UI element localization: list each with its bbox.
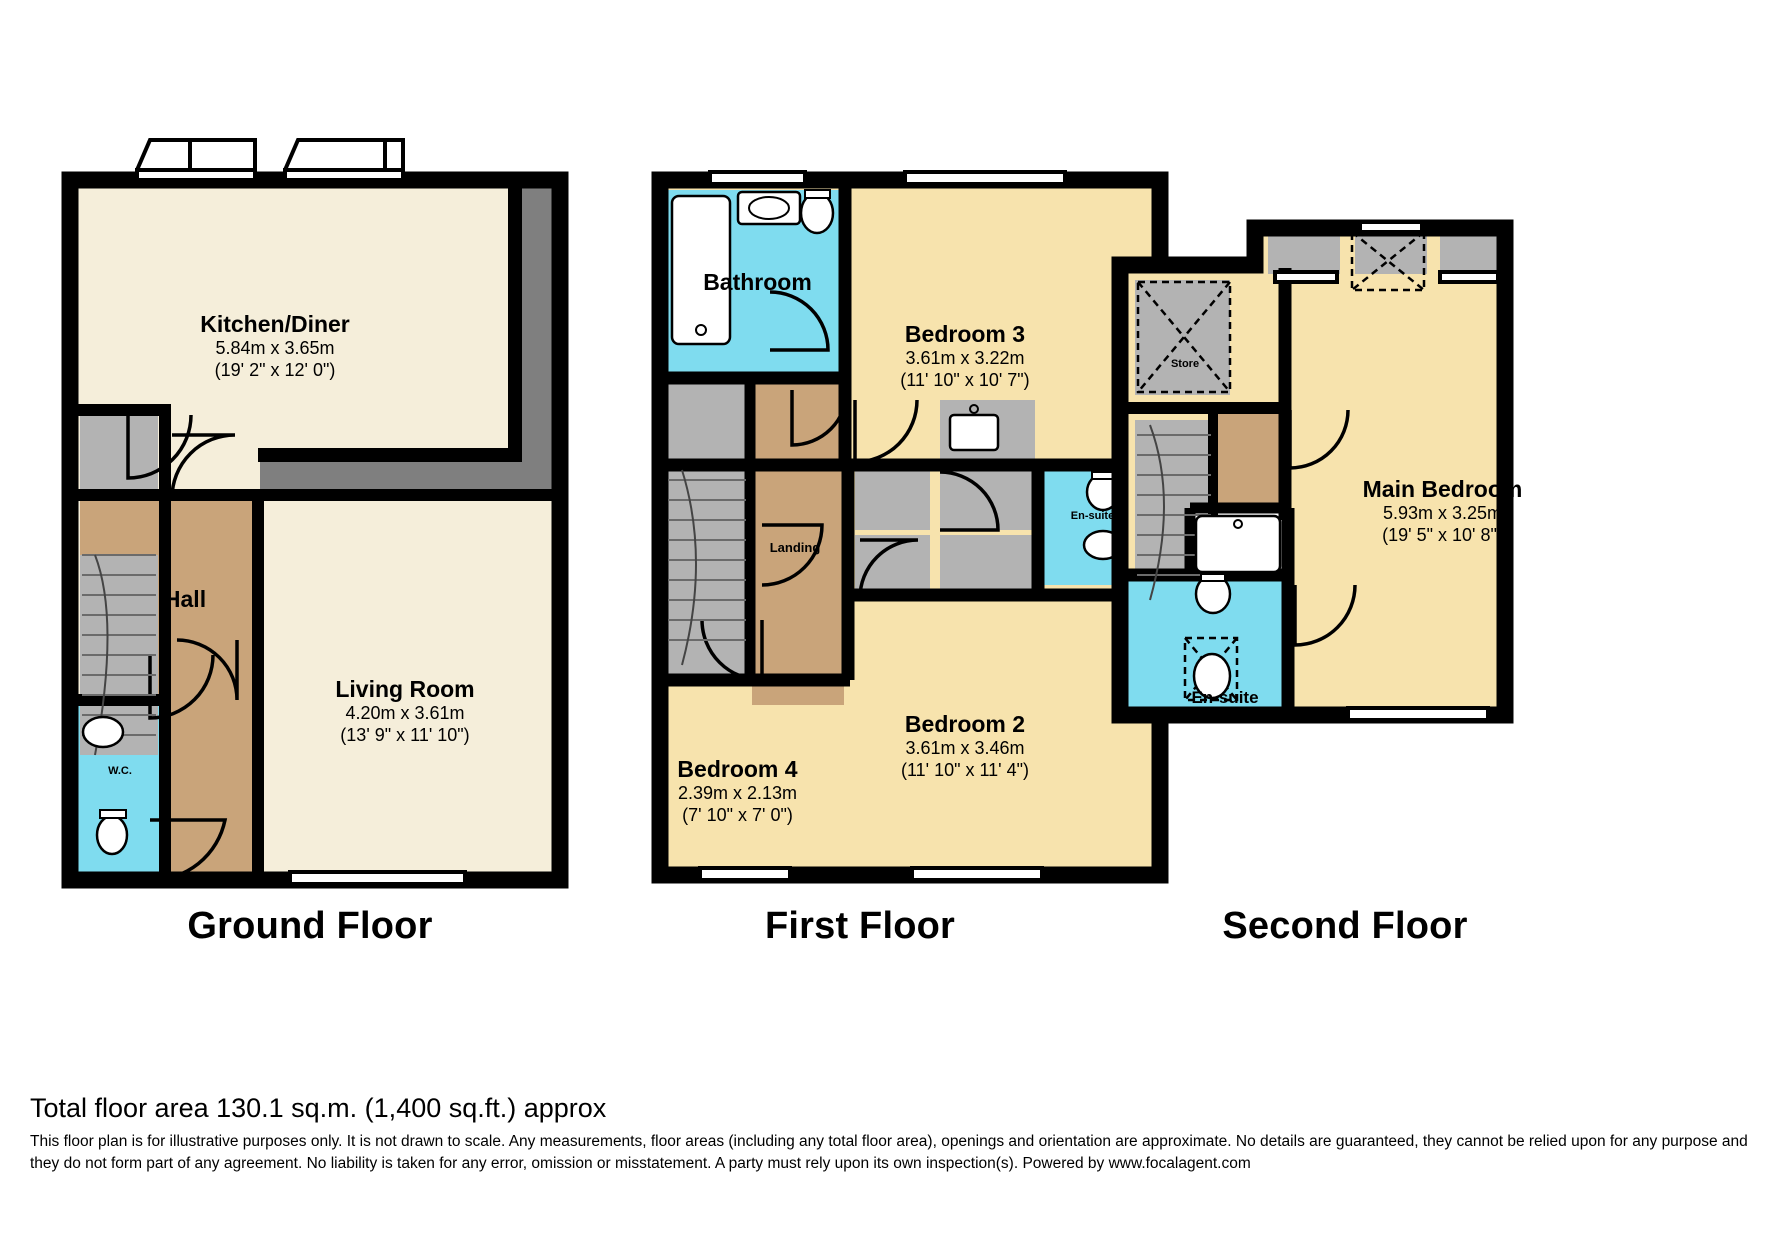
- room-name-kitchen-diner: Kitchen/Diner: [200, 311, 350, 337]
- room-name-wc: W.C.: [108, 765, 132, 777]
- disclaimer-text: This floor plan is for illustrative purposes only. It is not drawn to scale. Any measurements, floor areas (including any total floor area), openings and orientation are approximate. No details are guaranteed, they cannot be relied upon for any purpose and they do not form part of any agreement. No liability is taken for any error, omission or misstatement. A party must rely upon its own inspection(s). Powered by www.focalagent.com: [30, 1133, 1748, 1173]
- first-floor-plan: [660, 172, 1160, 880]
- room-name-bedroom-4: Bedroom 4: [677, 756, 798, 782]
- floor-title-ground: Ground Floor: [187, 905, 433, 947]
- room-imperial-bedroom-4: (7' 10" x 7' 0"): [682, 805, 793, 825]
- ground-floor-plan: [70, 140, 560, 884]
- room-name-bedroom-3: Bedroom 3: [904, 321, 1026, 347]
- room-imperial-living-room: (13' 9" x 11' 10"): [340, 725, 470, 745]
- room-name-living-room: Living Room: [335, 676, 475, 702]
- room-imperial-main-bedroom: (19' 5" x 10' 8"): [1382, 525, 1503, 545]
- room-name-store: Store: [1170, 358, 1200, 370]
- second-top-cupboards: [1268, 232, 1502, 274]
- room-metric-bedroom-3: 3.61m x 3.22m: [905, 348, 1025, 369]
- landing-fill: [752, 375, 844, 705]
- room-metric-main-bedroom: 5.93m x 3.25m: [1382, 503, 1503, 524]
- room-metric-bedroom-2: 3.61m x 3.46m: [905, 738, 1025, 759]
- room-name-hall: Hall: [163, 586, 207, 612]
- total-floor-area: Total floor area 130.1 sq.m. (1,400 sq.ft.) approx: [30, 1093, 607, 1123]
- room-name-main-bedroom: Main Bedroom: [1362, 476, 1523, 502]
- room-name-ensuite-second: En-suite: [1191, 688, 1259, 707]
- room-name-bathroom: Bathroom: [703, 269, 812, 295]
- floor-title-second: Second Floor: [1222, 905, 1468, 947]
- room-imperial-kitchen-diner: (19' 2" x 12' 0"): [214, 360, 336, 380]
- footer: [30, 1093, 1750, 1176]
- ground-cupboard-fill: [80, 412, 158, 490]
- room-imperial-bedroom-3: (11' 10" x 10' 7"): [900, 370, 1030, 390]
- second-floor-plan: [1120, 222, 1505, 720]
- room-name-landing: Landing: [769, 540, 821, 555]
- room-imperial-bedroom-2: (11' 10" x 11' 4"): [900, 760, 1030, 780]
- floor-title-first: First Floor: [764, 905, 956, 947]
- second-landing-fill: [1213, 410, 1285, 515]
- room-name-ensuite-first: En-suite: [1070, 510, 1115, 522]
- room-metric-kitchen-diner: 5.84m x 3.65m: [215, 338, 335, 359]
- room-metric-living-room: 4.20m x 3.61m: [345, 703, 465, 724]
- room-name-bedroom-2: Bedroom 2: [904, 711, 1026, 737]
- room-metric-bedroom-4: 2.39m x 2.13m: [677, 783, 798, 804]
